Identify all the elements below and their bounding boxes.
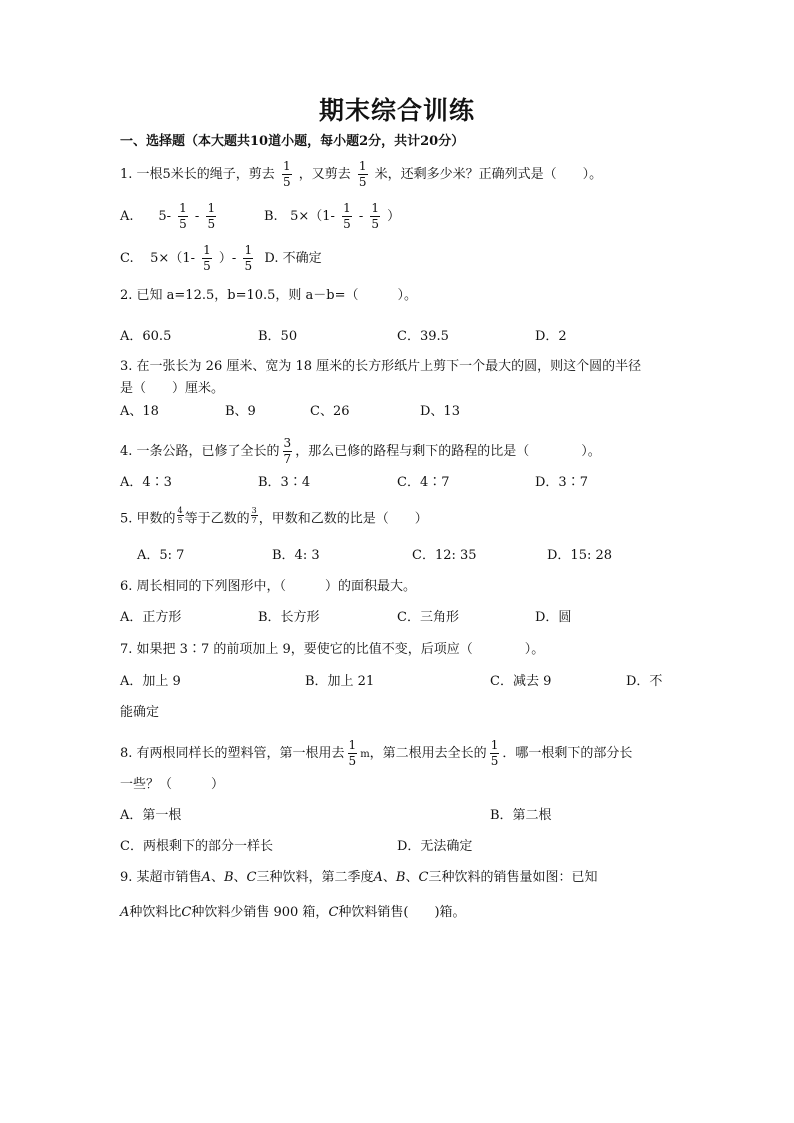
page-title: 期末综合训练 (318, 96, 475, 125)
fraction: $\frac{3}{7}$ (251, 506, 257, 525)
fraction: $\frac{1}{5}$ (207, 201, 216, 231)
question-8-line1: 8. 有两根同样长的塑料管，第一根用去 $\frac{1}{5}$ m，第二根用去全长的 $\frac{1}{5}$ ．哪一根剩下的部分长 (120, 738, 633, 768)
q4-option-c: C．4∶7 (397, 475, 450, 490)
section-heading: 一、选择题（本大题共10道小题，每小题2分，共计20分） (120, 134, 465, 149)
q2-option-b: B．50 (258, 329, 298, 344)
question-8-line2: 一些？（ ） (120, 777, 225, 792)
q2-option-c: C．39.5 (397, 329, 449, 344)
question-9-line2: A种饮料比C种饮料少销售 900 箱，C种饮料销售( )箱。 (120, 905, 466, 920)
q7-option-d-continuation: 能确定 (120, 705, 160, 720)
q8-option-b: B．第二根 (490, 808, 552, 823)
q5-option-b: B．4: 3 (272, 548, 320, 563)
q3-option-c: C、26 (310, 404, 350, 419)
q6-option-b: B．长方形 (258, 610, 320, 625)
q4-option-b: B．3∶4 (258, 475, 311, 490)
q1-option-a: A. 5- $\frac{1}{5}$ - $\frac{1}{5}$ (120, 201, 216, 231)
fraction: $\frac{1}{5}$ (179, 201, 187, 231)
question-9-line1: 9. 某超市销售A、B、C三种饮料，第二季度A、B、C三种饮料的销售量如图：已知 (120, 870, 598, 885)
q3-option-a: A、18 (120, 404, 159, 419)
fraction: $\frac{1}{5}$ (358, 159, 367, 189)
fraction: $\frac{1}{5}$ (348, 738, 357, 768)
q7-option-a: A．加上 9 (120, 674, 181, 689)
q1-text-a: 1. 一根5米长的绳子，剪去 (120, 167, 275, 182)
q7-option-b: B．加上 21 (305, 674, 375, 689)
q6-option-a: A．正方形 (120, 610, 182, 625)
q8-option-d: D．无法确定 (397, 839, 473, 854)
q1-option-d: D. 不确定 (264, 251, 322, 266)
q3-option-b: B、9 (225, 404, 256, 419)
question-7-stem: 7. 如果把 3∶7 的前项加上 9，要使它的比值不变，后项应（ ）。 (120, 642, 545, 657)
q1-text-c: 米，还剩多少米？正确列式是（ ）。 (374, 167, 603, 182)
question-3-line2: 是（ ）厘米。 (120, 381, 225, 396)
q4-option-d: D．3∶7 (535, 475, 588, 490)
q1-option-c: C. 5×（1- $\frac{1}{5}$ ）- $\frac{1}{5}$ D. 不确定 (120, 243, 322, 273)
q5-option-a: A．5: 7 (137, 548, 185, 563)
q2-option-d: D．2 (535, 329, 567, 344)
q6-option-d: D．圆 (535, 610, 572, 625)
question-4-stem: 4. 一条公路，已修了全长的 $\frac{3}{7}$ ，那么已修的路程与剩下的路程的比是（ ）。 (120, 436, 601, 466)
fraction: $\frac{1}{5}$ (343, 201, 351, 231)
q1-option-b: B. 5×（1- $\frac{1}{5}$ - $\frac{1}{5}$ ） (264, 201, 401, 231)
fraction: $\frac{1}{5}$ (371, 201, 380, 231)
question-1-stem (120, 160, 602, 189)
q8-option-c: C．两根剩下的部分一样长 (120, 839, 273, 854)
q3-option-d: D、13 (420, 404, 460, 419)
fraction: $\frac{4}{5}$ (177, 506, 183, 525)
fraction: $\frac{1}{5}$ (244, 243, 253, 273)
q6-option-c: C．三角形 (397, 610, 459, 625)
q1-text-b: ，又剪去 (298, 167, 351, 182)
question-6-stem: 6. 周长相同的下列图形中，（ ）的面积最大。 (120, 579, 417, 594)
q5-option-d: D．15: 28 (547, 548, 613, 563)
question-5-stem: 5. 甲数的 $\frac{4}{5}$ 等于乙数的 $\frac{3}{7}$ ，甲数和乙数的比是（ ） (120, 506, 428, 527)
fraction: $\frac{3}{7}$ (283, 436, 292, 466)
q2-option-a: A．60.5 (120, 329, 172, 344)
q4-option-a: A．4∶3 (120, 475, 172, 490)
question-3-line1: 3. 在一张长为 26 厘米、宽为 18 厘米的长方形纸片上剪下一个最大的圆，则这个圆的半径 (120, 359, 642, 374)
q7-option-c: C．减去 9 (490, 674, 552, 689)
q7-option-d: D．不 (626, 674, 663, 689)
fraction: $\frac{1}{5}$ (203, 243, 211, 273)
fraction: $\frac{1}{5}$ (490, 738, 499, 768)
q5-option-c: C．12: 35 (412, 548, 477, 563)
q8-option-a: A．第一根 (120, 808, 182, 823)
fraction: $\frac{1}{5}$ (282, 159, 291, 189)
question-2-stem: 2. 已知 a=12.5，b=10.5，则 a－b=（ ）。 (120, 288, 418, 303)
